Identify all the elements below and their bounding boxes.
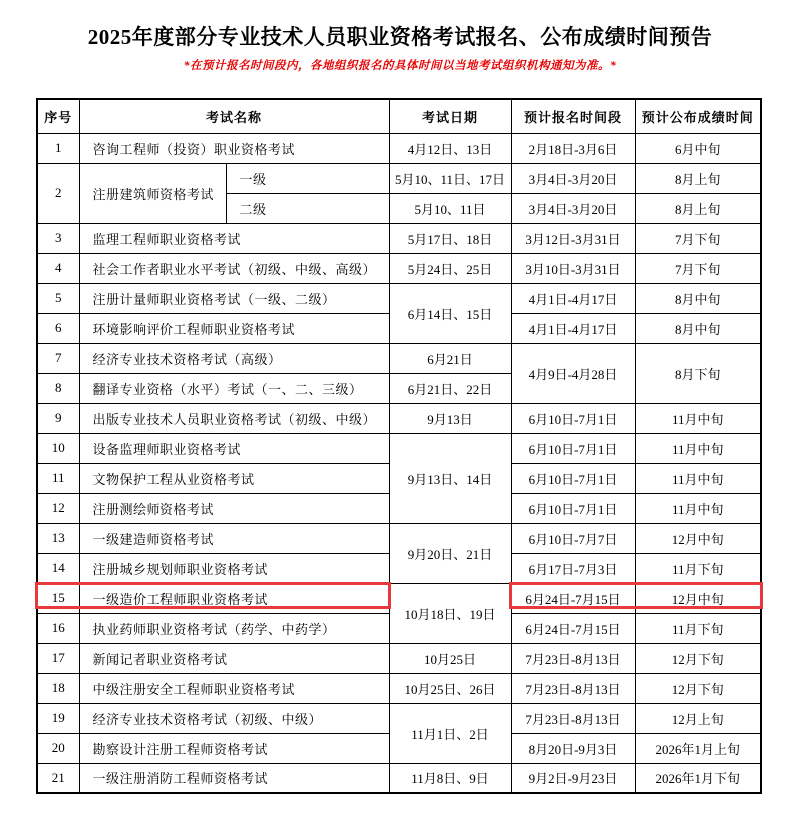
column-header-date: 考试日期 <box>389 99 511 133</box>
cell-name: 执业药师职业资格考试（药学、中药学） <box>79 613 389 643</box>
cell-reg: 7月23日-8月13日 <box>511 703 635 733</box>
table-row <box>37 283 761 313</box>
cell-reg: 4月9日-4月28日 <box>511 343 635 403</box>
table-row <box>37 433 761 463</box>
cell-seq: 8 <box>37 373 79 403</box>
column-header-name: 考试名称 <box>79 99 389 133</box>
cell-name: 社会工作者职业水平考试（初级、中级、高级） <box>79 253 389 283</box>
cell-name: 中级注册安全工程师职业资格考试 <box>79 673 389 703</box>
table-row <box>37 343 761 373</box>
cell-reg: 4月1日-4月17日 <box>511 283 635 313</box>
cell-seq: 18 <box>37 673 79 703</box>
cell-name: 翻译专业资格（水平）考试（一、二、三级） <box>79 373 389 403</box>
cell-reg: 6月24日-7月15日 <box>511 613 635 643</box>
cell-reg: 3月4日-3月20日 <box>511 193 635 223</box>
cell-name: 出版专业技术人员职业资格考试（初级、中级） <box>79 403 389 433</box>
cell-seq: 17 <box>37 643 79 673</box>
cell-score: 8月中旬 <box>635 283 761 313</box>
cell-date: 6月14日、15日 <box>389 283 511 343</box>
cell-score: 12月中旬 <box>635 523 761 553</box>
cell-reg: 7月23日-8月13日 <box>511 673 635 703</box>
cell-name: 注册建筑师资格考试 <box>79 163 226 223</box>
cell-seq: 9 <box>37 403 79 433</box>
cell-seq: 16 <box>37 613 79 643</box>
cell-score: 2026年1月下旬 <box>635 763 761 793</box>
table-row <box>37 703 761 733</box>
cell-seq: 19 <box>37 703 79 733</box>
cell-reg: 4月1日-4月17日 <box>511 313 635 343</box>
cell-reg: 7月23日-8月13日 <box>511 643 635 673</box>
cell-name: 经济专业技术资格考试（初级、中级） <box>79 703 389 733</box>
cell-date: 5月17日、18日 <box>389 223 511 253</box>
cell-reg: 9月2日-9月23日 <box>511 763 635 793</box>
cell-score: 12月下旬 <box>635 643 761 673</box>
cell-date: 5月10、11日、17日 <box>389 163 511 193</box>
cell-seq: 13 <box>37 523 79 553</box>
page <box>0 21 800 787</box>
cell-seq: 21 <box>37 763 79 793</box>
cell-date: 5月24日、25日 <box>389 253 511 283</box>
cell-date: 10月18日、19日 <box>389 583 511 643</box>
cell-score: 2026年1月上旬 <box>635 733 761 763</box>
cell-name: 设备监理师职业资格考试 <box>79 433 389 463</box>
cell-seq: 3 <box>37 223 79 253</box>
cell-seq: 1 <box>37 133 79 163</box>
cell-name: 一级注册消防工程师资格考试 <box>79 763 389 793</box>
cell-score: 7月下旬 <box>635 253 761 283</box>
cell-sub: 一级 <box>226 163 389 193</box>
cell-seq: 4 <box>37 253 79 283</box>
cell-name: 监理工程师职业资格考试 <box>79 223 389 253</box>
cell-score: 6月中旬 <box>635 133 761 163</box>
cell-name: 经济专业技术资格考试（高级） <box>79 343 389 373</box>
cell-seq: 14 <box>37 553 79 583</box>
cell-name: 新闻记者职业资格考试 <box>79 643 389 673</box>
cell-reg: 6月10日-7月7日 <box>511 523 635 553</box>
cell-sub: 二级 <box>226 193 389 223</box>
table-row <box>37 583 761 613</box>
cell-name: 环境影响评价工程师职业资格考试 <box>79 313 389 343</box>
cell-date: 9月13日、14日 <box>389 433 511 523</box>
cell-seq: 5 <box>37 283 79 313</box>
cell-seq: 12 <box>37 493 79 523</box>
cell-seq: 7 <box>37 343 79 373</box>
exam-schedule-table <box>36 98 762 794</box>
table-row <box>37 673 761 703</box>
cell-reg: 6月17日-7月3日 <box>511 553 635 583</box>
cell-date: 9月13日 <box>389 403 511 433</box>
header-row <box>37 99 761 133</box>
cell-reg: 3月12日-3月31日 <box>511 223 635 253</box>
cell-name: 一级造价工程师职业资格考试 <box>79 583 389 613</box>
cell-score: 11月下旬 <box>635 613 761 643</box>
cell-date: 6月21日 <box>389 343 511 373</box>
table-row <box>37 253 761 283</box>
cell-score: 11月中旬 <box>635 493 761 523</box>
column-header-score: 预计公布成绩时间 <box>635 99 761 133</box>
cell-seq: 20 <box>37 733 79 763</box>
cell-score: 8月上旬 <box>635 193 761 223</box>
table-row <box>37 403 761 433</box>
cell-name: 注册城乡规划师职业资格考试 <box>79 553 389 583</box>
cell-score: 11月中旬 <box>635 403 761 433</box>
cell-date: 11月8日、9日 <box>389 763 511 793</box>
cell-score: 11月下旬 <box>635 553 761 583</box>
cell-date: 11月1日、2日 <box>389 703 511 763</box>
cell-name: 注册测绘师资格考试 <box>79 493 389 523</box>
cell-date: 10月25日 <box>389 643 511 673</box>
cell-date: 4月12日、13日 <box>389 133 511 163</box>
cell-score: 12月中旬 <box>635 583 761 613</box>
cell-name: 咨询工程师（投资）职业资格考试 <box>79 133 389 163</box>
cell-date: 5月10、11日 <box>389 193 511 223</box>
table-row <box>37 763 761 793</box>
cell-score: 8月上旬 <box>635 163 761 193</box>
cell-score: 8月中旬 <box>635 313 761 343</box>
table-row <box>37 163 761 193</box>
cell-date: 6月21日、22日 <box>389 373 511 403</box>
cell-date: 10月25日、26日 <box>389 673 511 703</box>
cell-score: 8月下旬 <box>635 343 761 403</box>
cell-score: 12月下旬 <box>635 673 761 703</box>
column-header-seq: 序号 <box>37 99 79 133</box>
cell-reg: 3月4日-3月20日 <box>511 163 635 193</box>
cell-seq: 10 <box>37 433 79 463</box>
table-row <box>37 523 761 553</box>
cell-date: 9月20日、21日 <box>389 523 511 583</box>
cell-seq: 2 <box>37 163 79 223</box>
cell-score: 11月中旬 <box>635 433 761 463</box>
cell-reg: 6月10日-7月1日 <box>511 493 635 523</box>
cell-name: 勘察设计注册工程师资格考试 <box>79 733 389 763</box>
cell-name: 一级建造师资格考试 <box>79 523 389 553</box>
cell-name: 注册计量师职业资格考试（一级、二级） <box>79 283 389 313</box>
cell-reg: 2月18日-3月6日 <box>511 133 635 163</box>
cell-score: 12月上旬 <box>635 703 761 733</box>
table-row <box>37 133 761 163</box>
table-row <box>37 643 761 673</box>
cell-reg: 6月10日-7月1日 <box>511 463 635 493</box>
exam-table-container <box>36 98 764 794</box>
cell-reg: 8月20日-9月3日 <box>511 733 635 763</box>
cell-score: 7月下旬 <box>635 223 761 253</box>
cell-score: 11月中旬 <box>635 463 761 493</box>
cell-reg: 6月24日-7月15日 <box>511 583 635 613</box>
cell-seq: 6 <box>37 313 79 343</box>
table-body <box>37 133 761 793</box>
cell-reg: 3月10日-3月31日 <box>511 253 635 283</box>
cell-reg: 6月10日-7月1日 <box>511 433 635 463</box>
cell-seq: 15 <box>37 583 79 613</box>
cell-name: 文物保护工程从业资格考试 <box>79 463 389 493</box>
column-header-reg: 预计报名时间段 <box>511 99 635 133</box>
notice-text: *在预计报名时间段内，各地组织报名的具体时间以当地考试组织机构通知为准。* <box>183 60 617 72</box>
page-title: 2025年度部分专业技术人员职业资格考试报名、公布成绩时间预告 <box>87 25 713 49</box>
cell-reg: 6月10日-7月1日 <box>511 403 635 433</box>
cell-seq: 11 <box>37 463 79 493</box>
table-row <box>37 223 761 253</box>
